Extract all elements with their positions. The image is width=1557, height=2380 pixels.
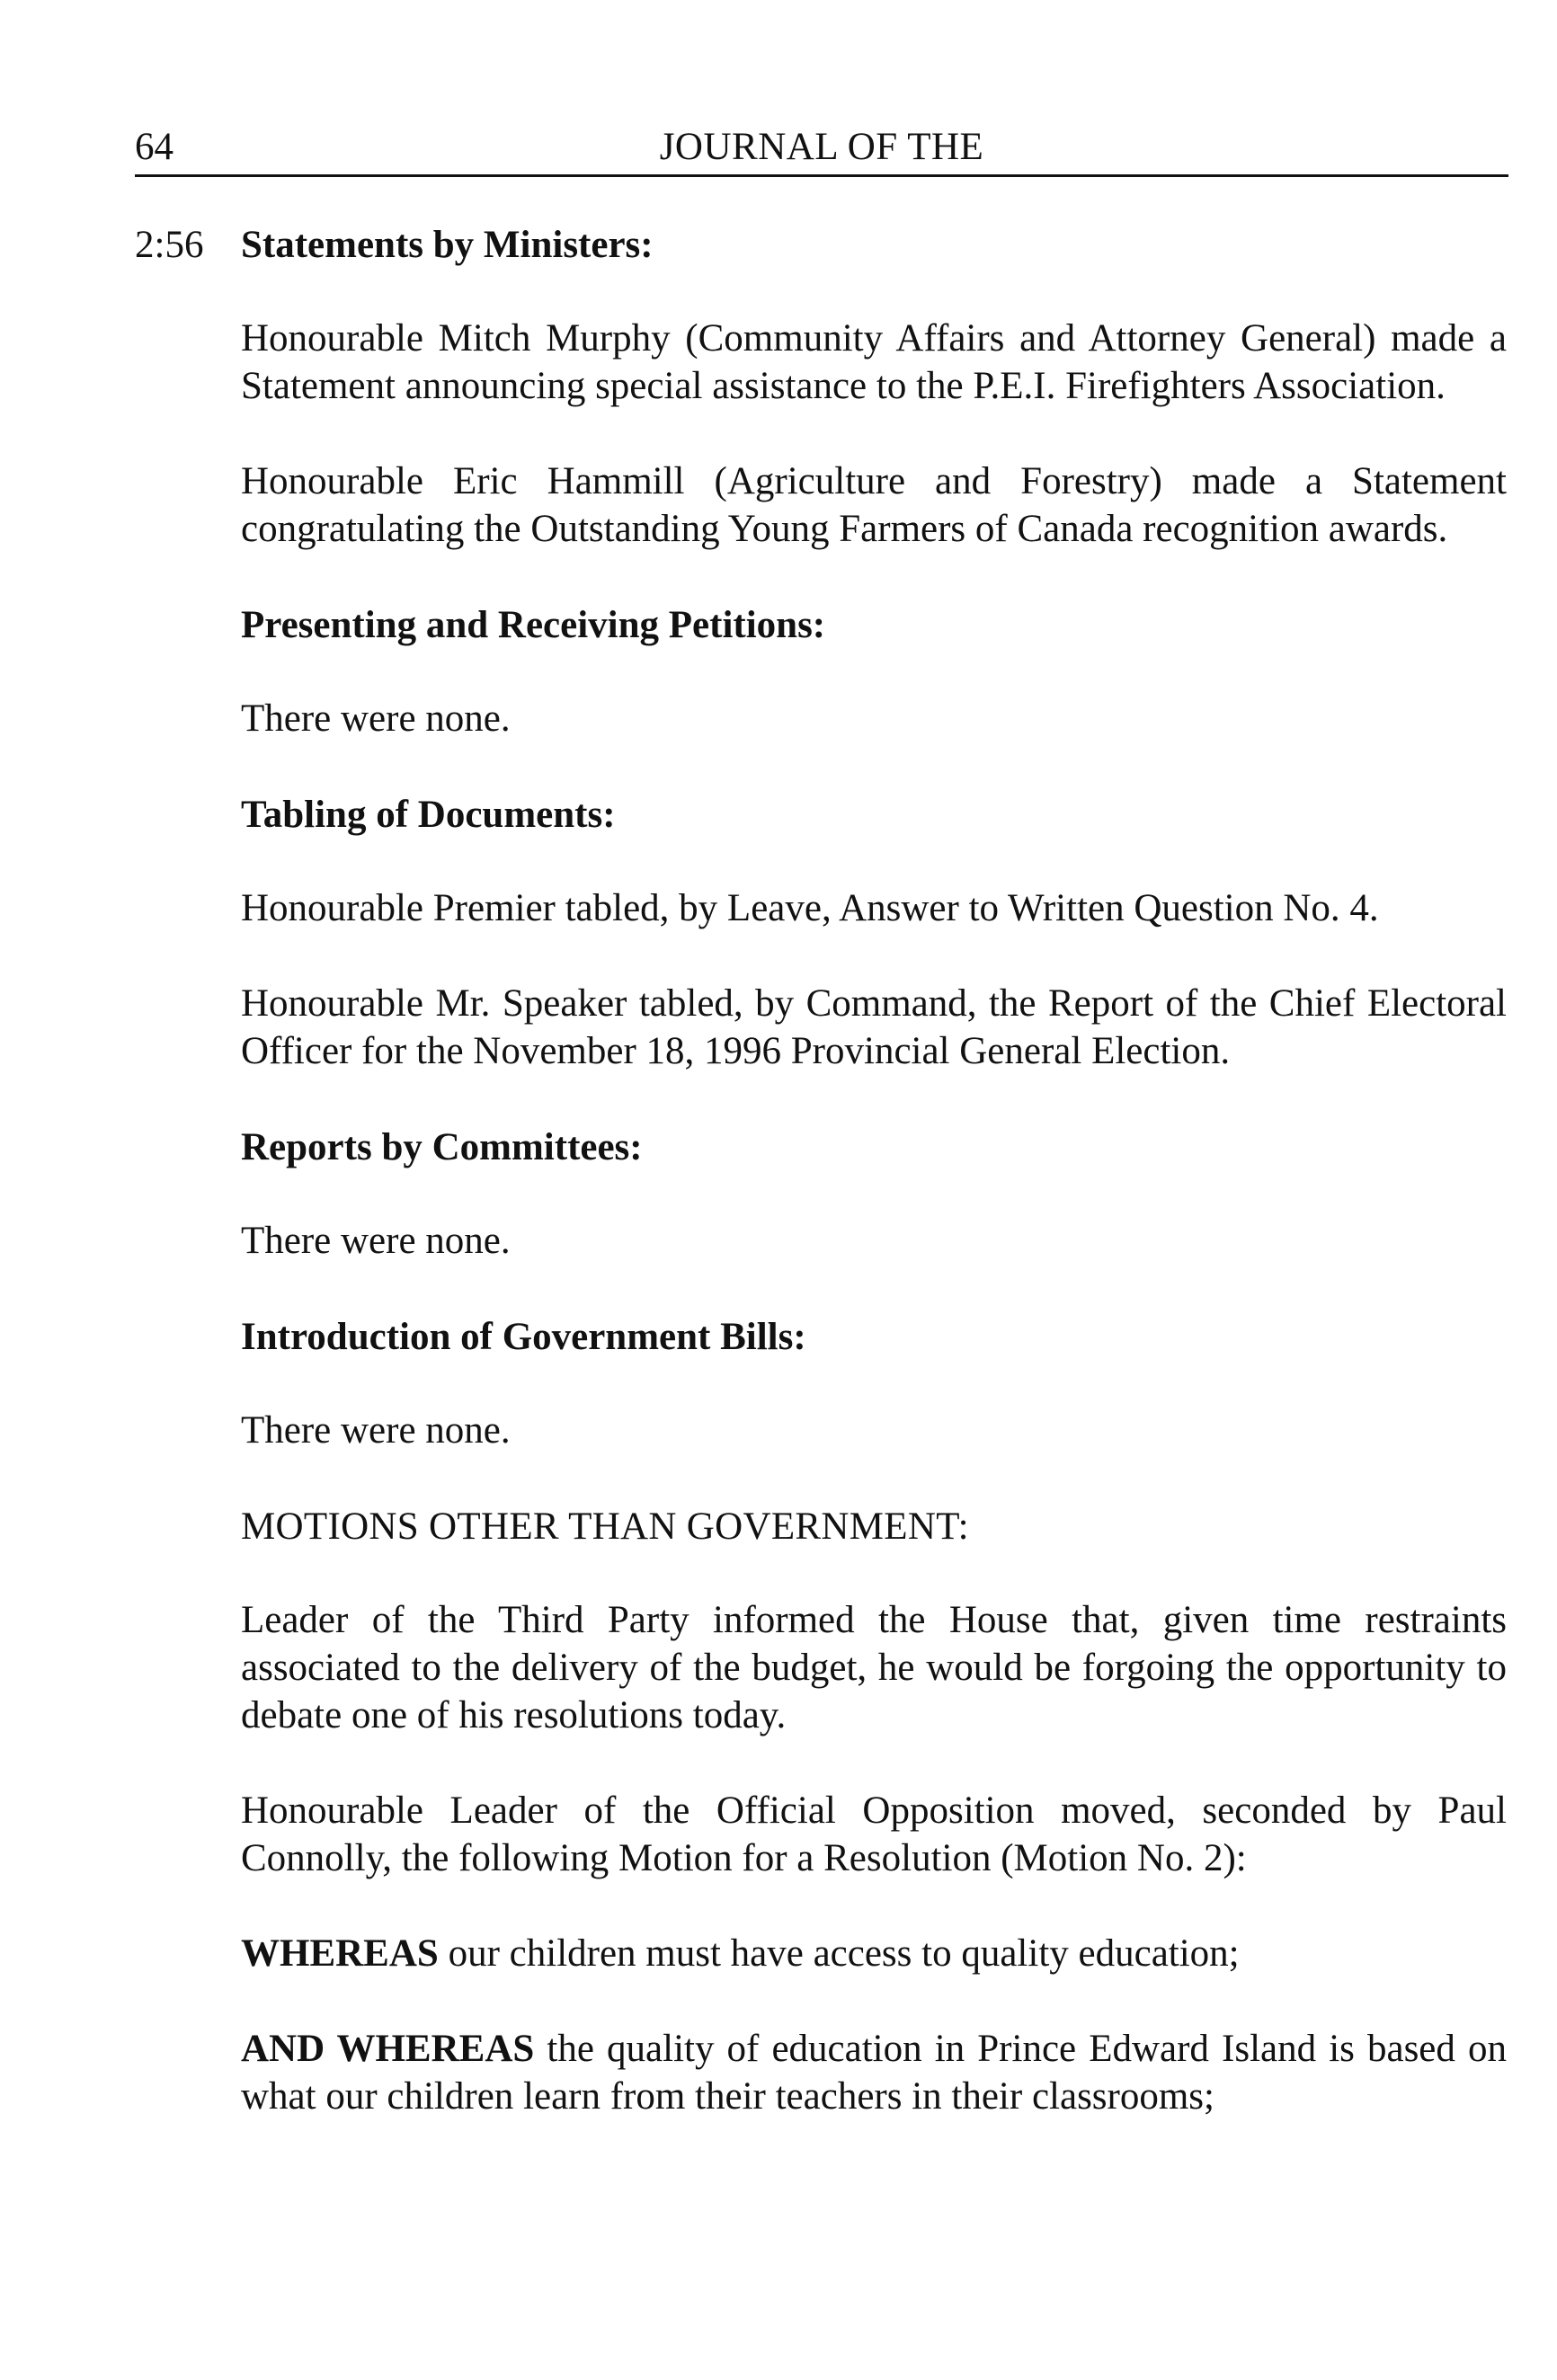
whereas-keyword-1: WHEREAS: [241, 1932, 439, 1975]
whereas-keyword-2: AND WHEREAS: [241, 2028, 535, 2070]
bills-paragraph: There were none.: [241, 1409, 511, 1452]
motions-paragraph-opposition: Honourable Leader of the Official Opposition moved, seconded by Paul Connolly, the following Motion for a Resolution (Motion No. 2):: [241, 1789, 1507, 1879]
section-heading-committees: Reports by Committees:: [241, 1126, 643, 1168]
whereas-text-2: the quality of education in Prince Edward Island is based on what our children learn from their teachers in their classrooms;: [241, 2028, 1507, 2118]
section-heading-motions: MOTIONS OTHER THAN GOVERNMENT:: [241, 1505, 969, 1548]
committees-paragraph: There were none.: [241, 1220, 511, 1262]
tabling-paragraph-speaker: Honourable Mr. Speaker tabled, by Command, the Report of the Chief Electoral Officer for the November 18, 1996 Provincial General Election.: [241, 982, 1507, 1072]
whereas-clause-2: [241, 2025, 1507, 2120]
section-heading-statements: Statements by Ministers:: [241, 224, 654, 266]
statement-paragraph-murphy: Honourable Mitch Murphy (Community Affairs and Attorney General) made a Statement announcing special assistance to the P.E.I. Firefighters Association.: [241, 317, 1507, 407]
section-heading-tabling: Tabling of Documents:: [241, 794, 616, 836]
whereas-clause-1: [241, 1930, 1507, 1977]
section-heading-petitions: Presenting and Receiving Petitions:: [241, 604, 826, 646]
tabling-paragraph-premier: Honourable Premier tabled, by Leave, Answer to Written Question No. 4.: [241, 887, 1379, 929]
motions-paragraph-third-party: Leader of the Third Party informed the House that, given time restraints associated to the delivery of the budget, he would be forgoing the opportunity to debate one of his resolutions today.: [241, 1599, 1507, 1736]
section-heading-bills: Introduction of Government Bills:: [241, 1316, 806, 1358]
whereas-text-1: our children must have access to quality education;: [438, 1932, 1240, 1975]
page-number: 64: [135, 126, 173, 168]
journal-title: JOURNAL OF THE: [659, 126, 984, 168]
running-header: [135, 120, 1508, 177]
time-stamp: 2:56: [135, 224, 204, 266]
journal-content: [241, 220, 1507, 2168]
petitions-paragraph: There were none.: [241, 697, 511, 740]
statement-paragraph-hammill: Honourable Eric Hammill (Agriculture and Forestry) made a Statement congratulating the Outstanding Young Farmers of Canada recognition awards.: [241, 460, 1507, 550]
